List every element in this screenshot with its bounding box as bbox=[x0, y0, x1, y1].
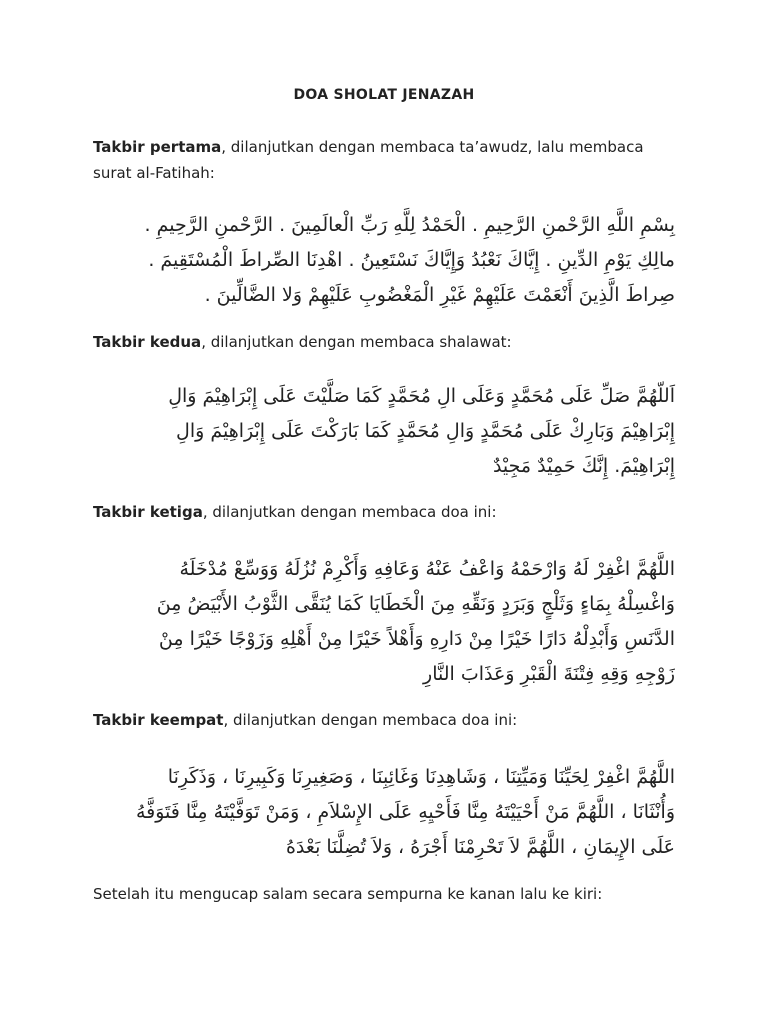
arabic-line: بِسْمِ اللَّهِ الرَّحْمنِ الرَّحِيمِ . الْحَمْدُ لِلَّهِ رَبِّ الْعالَمِينَ . الرَّحْمنِ الرَّحِيمِ . bbox=[144, 214, 675, 236]
arabic-line: زَوْجِهِ وَقِهِ فِتْنَةَ الْقَبْرِ وَعَذَابَ النَّارِ bbox=[423, 663, 675, 685]
arabic-text-doa-keempat bbox=[93, 760, 675, 865]
section-intro-takbir-keempat bbox=[93, 707, 675, 733]
section-intro-text: , dilanjutkan dengan membaca doa ini: bbox=[202, 503, 497, 521]
arabic-line: صِراطَ الَّذِينَ أَنْعَمْتَ عَلَيْهِمْ غَيْرِ الْمَغْضُوبِ عَلَيْهِمْ وَلا الضَّالِّينَ . bbox=[204, 284, 675, 306]
section-intro-takbir-pertama bbox=[93, 134, 675, 186]
arabic-line: مالِكِ يَوْمِ الدِّينِ . إِيَّاكَ نَعْبُدُ وَإِيَّاكَ نَسْتَعِينُ . اهْدِنَا الصِّراطَ الْمُسْتَقِيمَ . bbox=[148, 249, 675, 271]
arabic-text-doa-ketiga bbox=[93, 552, 675, 692]
arabic-line: إِبْرَاهِيْمَ وَبَارِكْ عَلَى مُحَمَّدٍ وَالِ مُحَمَّدٍ كَمَا بَارَكْتَ عَلَى إِبْرَاهِيْمَ وَالِ bbox=[176, 420, 675, 442]
section-intro-text: , dilanjutkan dengan membaca doa ini: bbox=[223, 711, 518, 729]
section-intro-text: , dilanjutkan dengan membaca ta’awudz, lalu membaca surat al-Fatihah: bbox=[93, 138, 644, 182]
section-intro-text: , dilanjutkan dengan membaca shalawat: bbox=[201, 333, 512, 351]
closing-text: Setelah itu mengucap salam secara sempurna ke kanan lalu ke kiri: bbox=[93, 885, 603, 903]
arabic-text-shalawat bbox=[93, 379, 675, 484]
section-heading: Takbir ketiga bbox=[93, 503, 203, 521]
section-intro-takbir-ketiga bbox=[93, 499, 675, 525]
arabic-line: إِبْرَاهِيْمَ. إِنَّكَ حَمِيْدٌ مَجِيْدٌ bbox=[492, 455, 675, 477]
section-intro-takbir-kedua bbox=[93, 329, 675, 355]
arabic-text-al-fatihah bbox=[93, 208, 675, 313]
section-heading: Takbir kedua bbox=[93, 333, 202, 351]
arabic-line: الدَّنَسِ وَأَبْدِلْهُ دَارًا خَيْرًا مِنْ دَارِهِ وَأَهْلاً خَيْرًا مِنْ أَهْلِهِ وَزَوْجًا خَيْرًا مِنْ bbox=[158, 628, 675, 650]
section-heading: Takbir pertama bbox=[93, 138, 222, 156]
arabic-line: اَللّهُمَّ صَلِّ عَلَى مُحَمَّدٍ وَعَلَى الِ مُحَمَّدٍ كَمَا صَلَّيْتَ عَلَى إِبْرَاهِيْمَ وَالِ bbox=[168, 385, 675, 407]
document-title: DOA SHOLAT JENAZAH bbox=[293, 87, 475, 103]
arabic-line: اللَّهُمَّ اغْفِرْ لَهُ وَارْحَمْهُ وَاعْفُ عَنْهُ وَعَافِهِ وَأَكْرِمْ نُزُلَهُ وَوَسِّعْ مُدْخَلَهُ bbox=[179, 558, 675, 580]
section-heading: Takbir keempat bbox=[93, 711, 224, 729]
arabic-line: عَلَى الإِيمَانِ ، اللَّهُمَّ لاَ تَحْرِمْنَا أَجْرَهُ ، وَلاَ تُضِلَّنَا بَعْدَهُ bbox=[285, 836, 675, 858]
arabic-line: وَاغْسِلْهُ بِمَاءٍ وَثَلْجٍ وَبَرَدٍ وَنَقِّهِ مِنَ الْخَطَايَا كَمَا يُنَقَّى الثَّوْبُ الأَبْيَضُ مِنَ bbox=[156, 593, 675, 615]
arabic-line: وَأُنْثَانَا ، اللَّهُمَّ مَنْ أَحْيَيْتَهُ مِنَّا فَأَحْيِهِ عَلَى الإِسْلاَمِ ، وَمَنْ تَوَفَّيْتَهُ مِنَّا فَتَوَفَّهُ bbox=[135, 801, 675, 823]
arabic-line: اللَّهُمَّ اغْفِرْ لِحَيِّنَا وَمَيِّتِنَا ، وَشَاهِدِنَا وَغَائِبِنَا ، وَصَغِيرِنَا وَكَبِيرِنَا ، وَذَكَرِنَا bbox=[167, 766, 675, 788]
